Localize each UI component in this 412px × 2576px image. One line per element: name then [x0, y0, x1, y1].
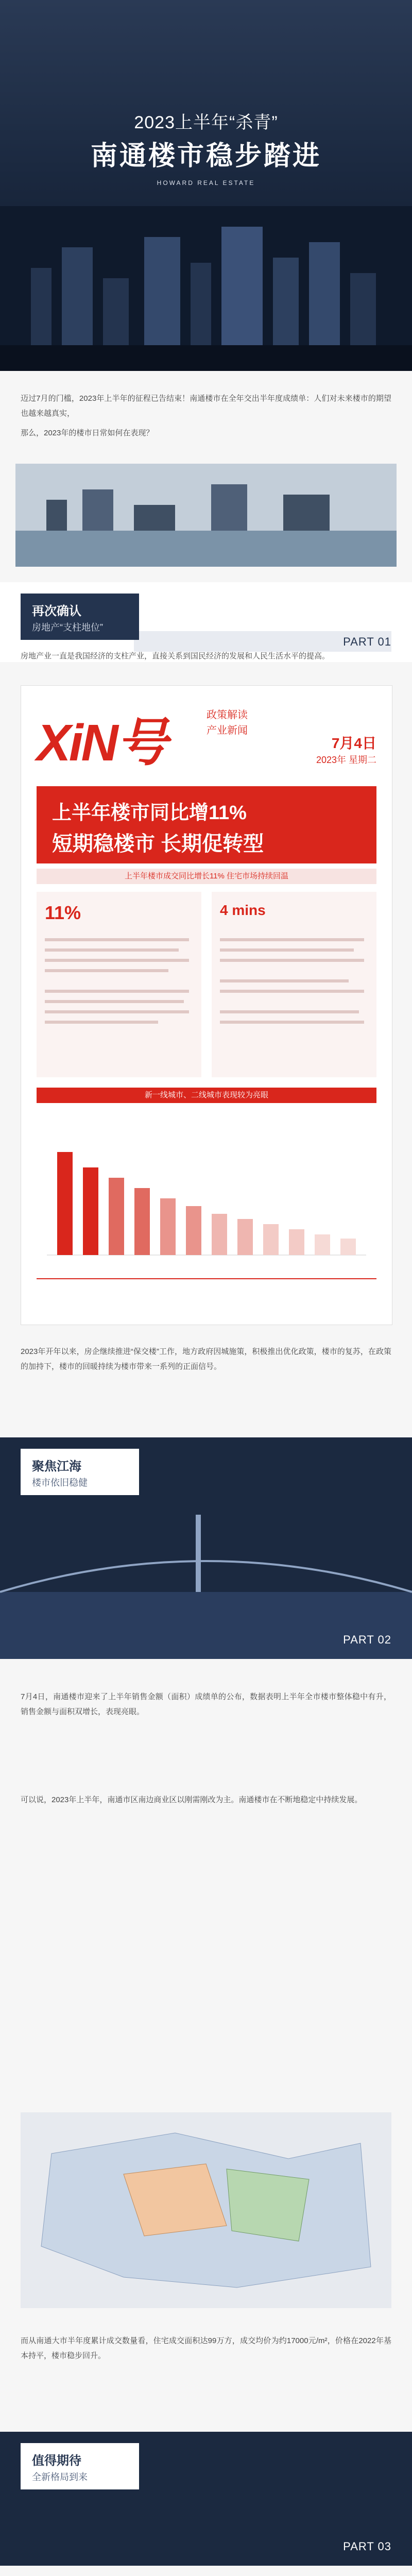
text-line [220, 990, 364, 993]
riverside-photo [15, 464, 397, 567]
text-line [220, 1021, 364, 1024]
newspaper-logo: XiN号 [37, 714, 166, 772]
section-tag [21, 594, 139, 640]
section-subtitle: 房地产“支柱地位” [32, 622, 103, 633]
text-line [220, 938, 364, 941]
newspaper-headline-box [37, 786, 376, 863]
section-title: 聚焦江海 [32, 1460, 81, 1473]
newspaper-date: 7月4日 [331, 735, 376, 751]
newspaper-weekday: 2023年 星期二 [316, 755, 376, 765]
newspaper-bar-graphic [37, 1111, 376, 1265]
newspaper-headline-2: 短期稳楼市 长期促转型 [52, 833, 264, 855]
newspaper-section-banner: 新一线城市、二线城市表现较为亮眼 [37, 1088, 376, 1103]
text-line [45, 938, 189, 941]
section-tag [21, 1449, 139, 1495]
section-subtitle: 全新格局到来 [32, 2472, 88, 2482]
paragraph-policy: 2023年开年以来，房企继续推进“保交楼”工作，地方政府因城施策，积极推出优化政策，楼市的复苏，在政策的加持下，楼市的回暖持续为楼市带来一系列的正面信号。 [21, 1347, 391, 1371]
section-part-label: PART 03 [343, 2540, 391, 2553]
text-line [45, 969, 168, 972]
text-line [220, 979, 349, 982]
paragraph-market: 可以说，2023年上半年，南通市区南边商业区以刚需刚改为主。南通楼市在不断地稳定中持续发展。 [21, 1795, 363, 1804]
intro-text-2: 那么，2023年的楼市日常如何在表现？ [21, 429, 154, 437]
newspaper-graphic [21, 685, 392, 1325]
paragraph-h1-sales: 7月4日，南通楼市迎来了上半年销售金额（面积）成绩单的公布，数据表明上半年全市楼市整体稳中有升，销售金额与面积双增长，表现亮眼。 [21, 1692, 391, 1716]
section-part-label: PART 02 [343, 1633, 391, 1646]
section-header-2 [0, 1437, 412, 1659]
text-line [220, 1010, 359, 1013]
intro-paragraph [21, 392, 391, 441]
hero-title: 2023上半年“杀青” [134, 113, 278, 132]
newspaper-stat-left: 11% [45, 902, 81, 923]
hero-brand: HOWARD REAL ESTATE [157, 179, 255, 187]
hero-banner [0, 0, 412, 371]
newspaper-tag-industry: 产业新闻 [207, 725, 248, 736]
section-header-3 [0, 2432, 412, 2566]
newspaper-footer [37, 1278, 376, 1305]
text-line [220, 948, 354, 952]
section-title: 值得期待 [32, 2454, 81, 2468]
text-line [45, 959, 189, 962]
section-part-label: PART 01 [343, 635, 391, 648]
newspaper-column-right [212, 892, 376, 1077]
section-title: 再次确认 [32, 604, 81, 618]
newspaper-subheadline: 上半年楼市成交同比增长11% 住宅市场持续回温 [37, 869, 376, 884]
hero-headline: 南通楼市稳步踏进 [90, 141, 321, 171]
text-line [45, 1000, 184, 1003]
newspaper-stat-right: 4 mins [220, 902, 266, 918]
section-tag [21, 2443, 139, 2489]
newspaper-column-left [37, 892, 201, 1077]
intro-text-1: 迈过7月的门槛，2023年上半年的征程已告结束！南通楼市在全年交出半年度成绩单：人们对未来楼市的期望也越来越真实， [21, 394, 391, 418]
text-line [45, 1021, 158, 1024]
city-skyline-image [0, 206, 412, 371]
text-line [220, 959, 364, 962]
district-map-image [21, 2112, 391, 2308]
newspaper-headline-1: 上半年楼市同比增11% [52, 802, 247, 824]
text-line [45, 948, 179, 952]
section1-paragraph-1: 房地产业一直是我国经济的支柱产业，直接关系到国民经济的发展和人民生活水平的提高。 [21, 652, 330, 660]
section-subtitle: 楼市依旧稳健 [32, 1478, 88, 1488]
text-line [45, 1010, 189, 1013]
newspaper-tag-policy: 政策解读 [207, 709, 248, 721]
text-line [45, 990, 189, 993]
paragraph-average-price: 而从南通大市半年度累计成交数量看，住宅成交面积达99万方，成交均价为约17000元/m²，价格在2022年基本持平，楼市稳步回升。 [21, 2336, 391, 2360]
